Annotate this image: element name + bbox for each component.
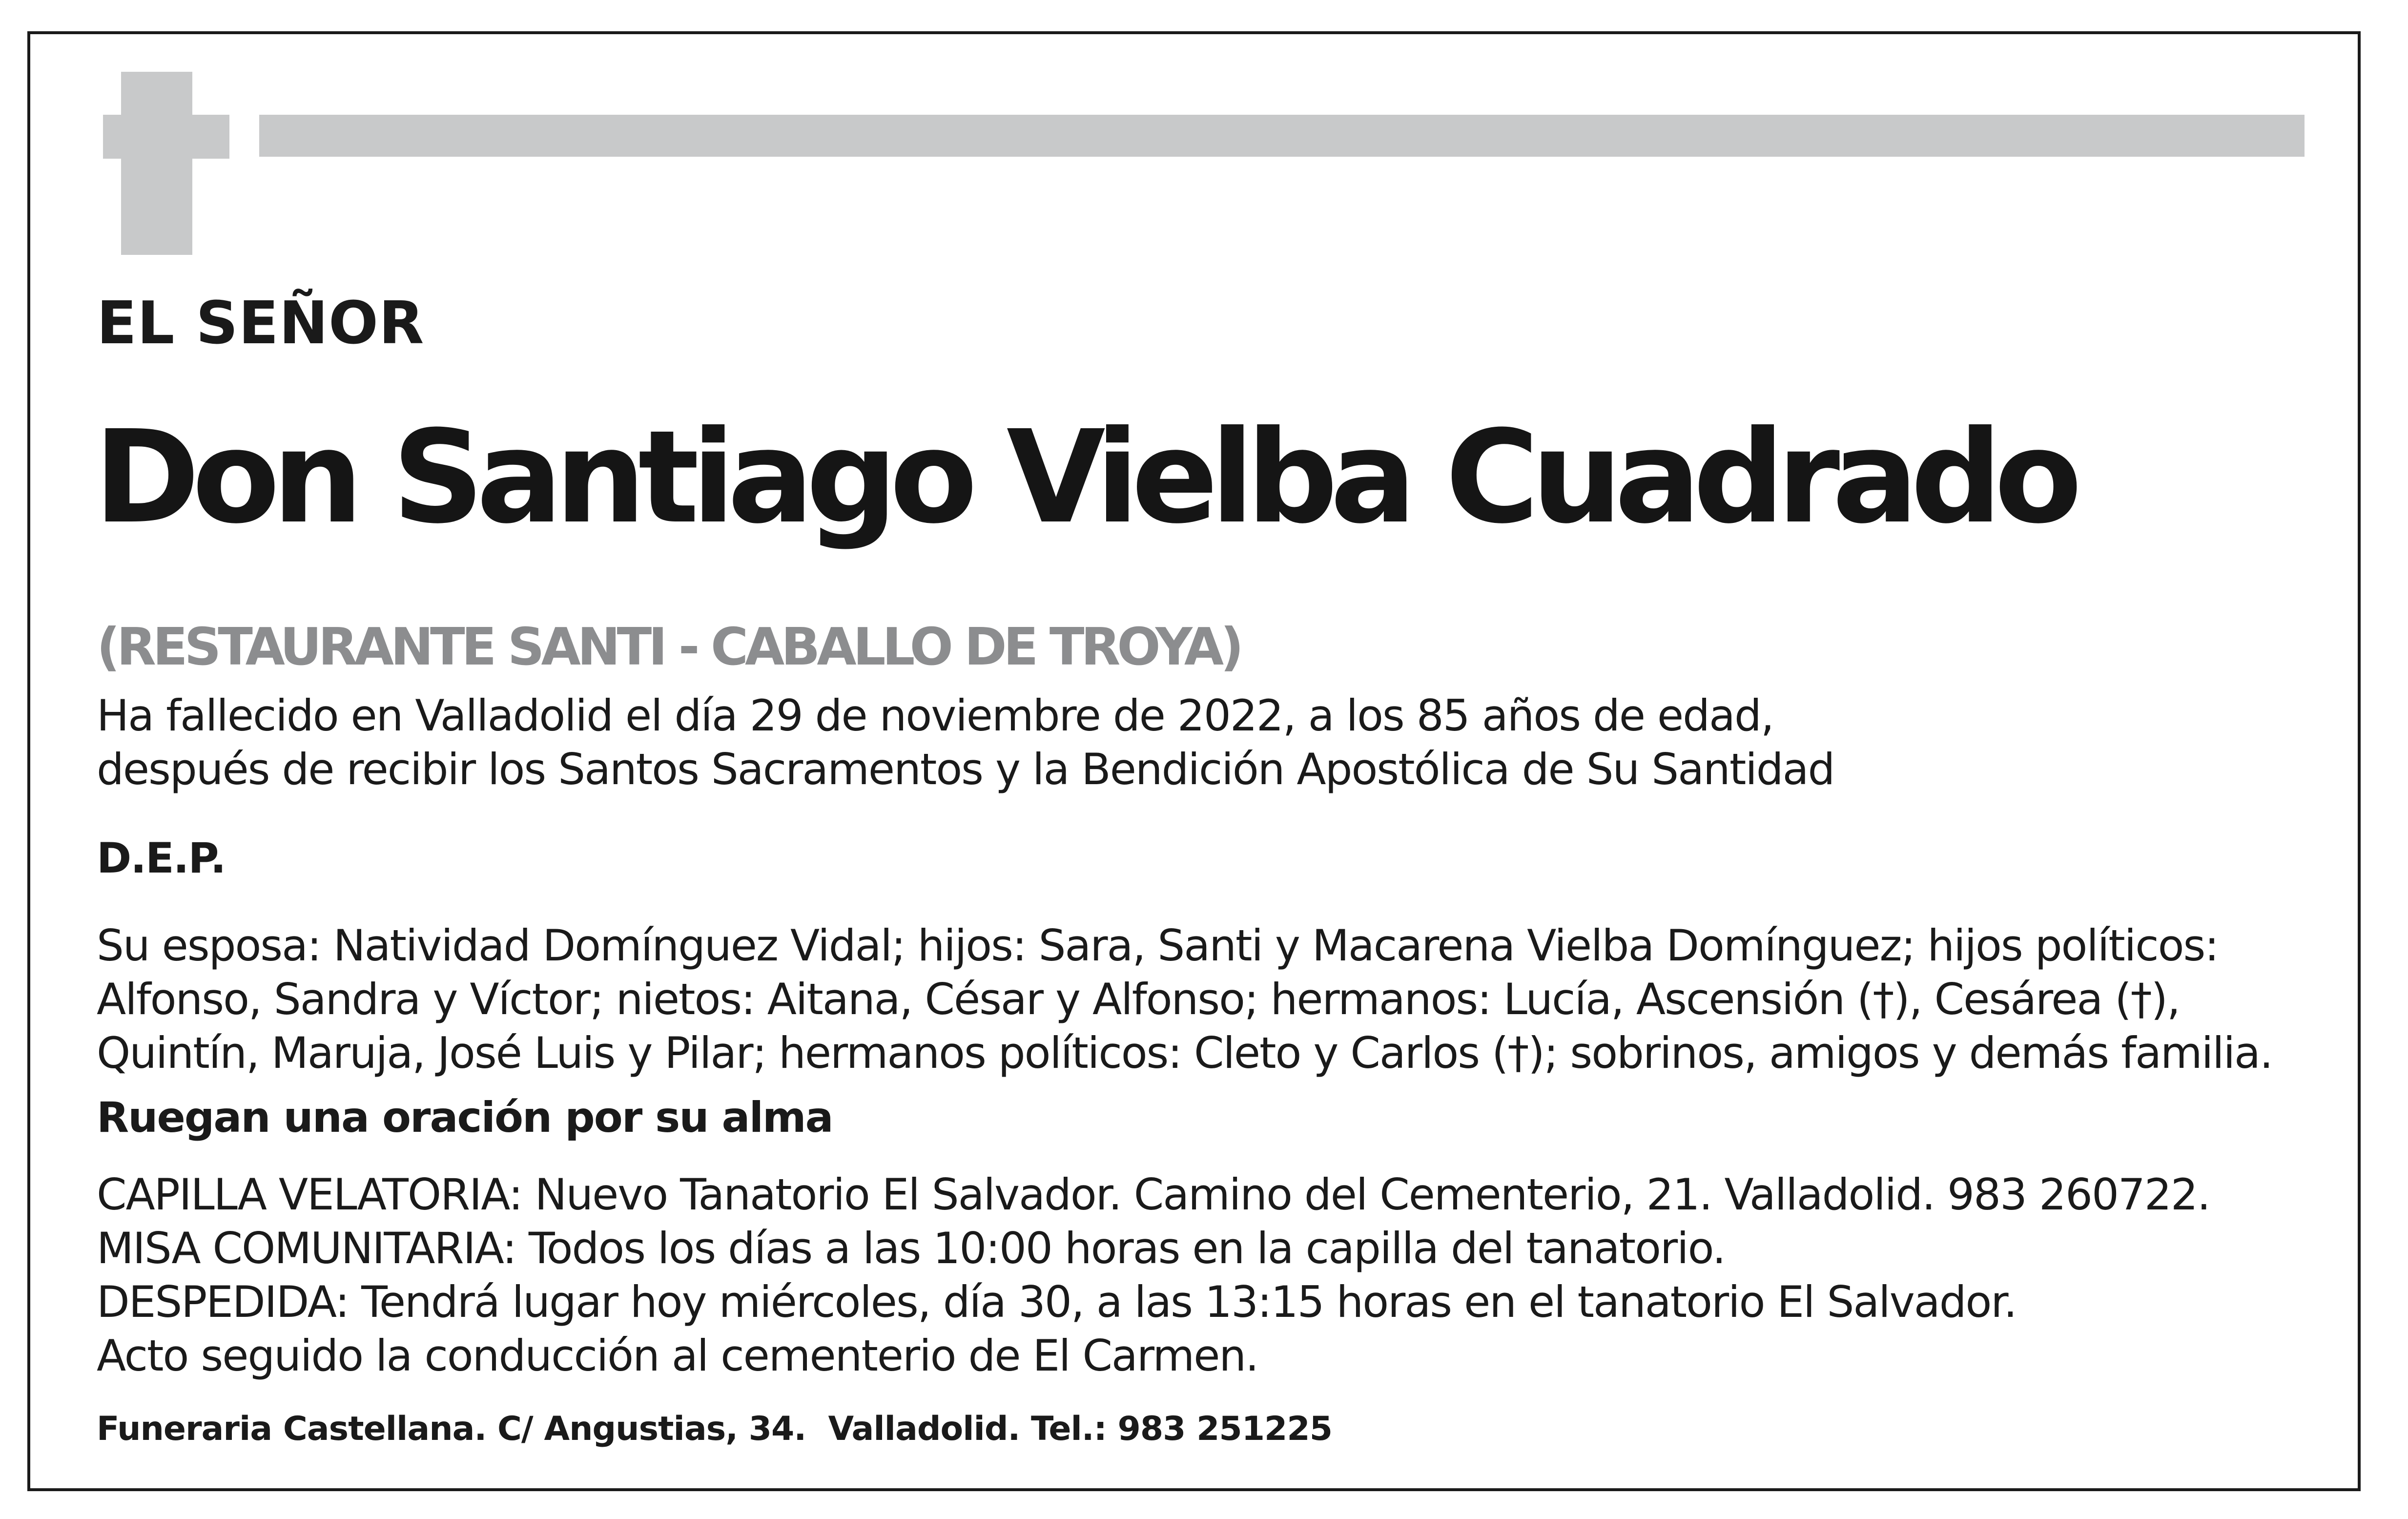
service-line: CAPILLA VELATORIA: Nuevo Tanatorio El Salvador. Camino del Cementerio, 21. Valladolid. 983 260722.: [97, 1169, 2210, 1220]
funeral-home-footer: Funeraria Castellana. C/ Angustias, 34. Valladolid. Tel.: 983 251225: [97, 1410, 1333, 1448]
family-line: Alfonso, Sandra y Víctor; nietos: Aitana, César y Alfonso; hermanos: Lucía, Ascensión (†), Cesárea (†),: [97, 974, 2180, 1024]
service-line: MISA COMUNITARIA: Todos los días a las 10:00 horas en la capilla del tanatorio.: [97, 1223, 1725, 1273]
death-announcement: [97, 689, 1834, 796]
cross-icon: [121, 72, 192, 255]
family-line: Su esposa: Natividad Domínguez Vidal; hijos: Sara, Santi y Macarena Vielba Domínguez; hijos políticos:: [97, 920, 2218, 971]
death-line: Ha fallecido en Valladolid el día 29 de noviembre de 2022, a los 85 años de edad,: [97, 690, 1773, 741]
notice-heading: EL SEÑOR: [97, 290, 425, 357]
prayer-request: Ruegan una oración por su alma: [97, 1093, 833, 1142]
family-list: [97, 919, 2272, 1080]
service-line: Acto seguido la conducción al cementerio de El Carmen.: [97, 1331, 1258, 1381]
service-line: DESPEDIDA: Tendrá lugar hoy miércoles, día 30, a las 13:15 horas en el tanatorio El Salvador.: [97, 1277, 2017, 1327]
deceased-subtitle: (RESTAURANTE SANTI - CABALLO DE TROYA): [97, 617, 1241, 677]
cross-icon-arm: [103, 115, 229, 159]
family-line: Quintín, Maruja, José Luis y Pilar; hermanos políticos: Cleto y Carlos (†); sobrinos, amigos y demás familia.: [97, 1028, 2272, 1078]
service-details: [97, 1168, 2210, 1383]
death-line: después de recibir los Santos Sacramentos y la Bendición Apostólica de Su Santidad: [97, 744, 1834, 794]
dep-text: D.E.P.: [97, 834, 226, 883]
decorative-bar: [259, 115, 2305, 157]
deceased-name: Don Santiago Vielba Cuadrado: [94, 403, 2075, 552]
